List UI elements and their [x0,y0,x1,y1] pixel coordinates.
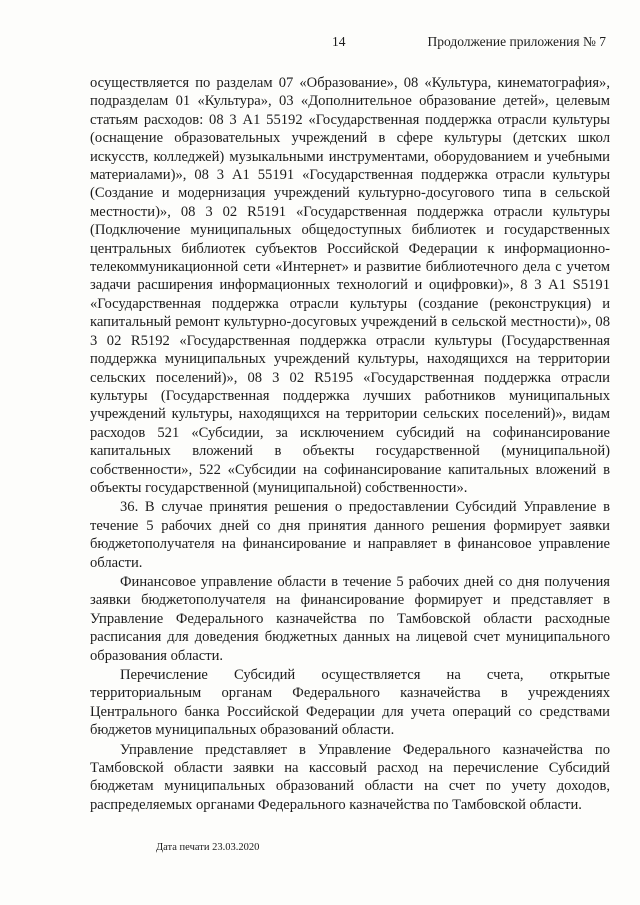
print-date: Дата печати 23.03.2020 [156,842,260,853]
page-number: 14 [332,34,346,49]
paragraph-finance-department: Финансовое управление области в течение 5 рабочих дней со дня получения заявки бюджетополучателя на финансирование формирует и представляет в Управление Федерального казначейства по Тамбовской области расходные расписания для доведения бюджетных данных на лицевой счет муниципального образования области. [90,573,610,664]
paragraph-36: 36. В случае принятия решения о предоставлении Субсидий Управление в течение 5 рабочих дней со дня принятия данного решения формирует заявки бюджетополучателя на финансирование и направляет в финансовое управление области. [90,499,610,571]
paragraph-continuation: осуществляется по разделам 07 «Образование», 08 «Культура, кинематография», подразделам 01 «Культура», 03 «Дополнительное образование детей», целевым статьям расходов: 08 3 A1 55192 «Государственная поддержка отрасли культуры (оснащение образовательных учреждений в сфере культуры (детских школ искусств, колледжей) музыкальными инструментами, оборудованием и учебными материалами)», 08 3 A1 55191 «Государственная поддержка отрасли культуры (Создание и модернизация учреждений культурно-досугового типа в сельской местности)», 08 3 02 R5191 «Государственная поддержка отрасли культуры (Подключение муниципальных общедоступных библиотек и государственных центральных библиотек субъектов Российской Федерации к информационно-телекоммуникационной сети «Интернет» и развитие библиотечного дела с учетом задачи расширения информационных технологий и оцифровки)», 8 3 A1 S5191 «Государственная поддержка отрасли культуры (создание (реконструкция) и капитальный ремонт культурно-досуговых учреждений в сельской местности)», 08 3 02 R5192 «Государственная поддержка отрасли культуры (Государственная поддержка муниципальных учреждений культуры, находящихся на территории сельских поселений)», 08 3 02 R5195 «Государственная поддержка отрасли культуры (Государственная поддержка лучших работников муниципальных учреждений культуры, находящихся на территории сельских поселений)», видам расходов 521 «Субсидии, за исключением субсидий на софинансирование капитальных вложений в объекты государственной (муниципальной) собственности», 522 «Субсидии на софинансирование капитальных вложений в объекты государственной (муниципальной) собственности». [90,75,610,496]
paragraph-management: Управление представляет в Управление Федерального казначейства по Тамбовской области заявки на кассовый расход на перечисление Субсидий бюджетам муниципальных образований области на счет по учету доходов, распределяемых органами Федерального казначейства по Тамбовской области. [90,741,610,813]
paragraph-transfer: Перечисление Субсидий осуществляется на счета, открытые территориальным органам Федерального казначейства в учреждениях Центрального банка Российской Федерации для учета операций со средствами бюджетов муниципальных образований области. [90,667,610,739]
page-header [0,34,640,54]
document-body [90,74,610,814]
appendix-label: Продолжение приложения № 7 [427,34,606,49]
